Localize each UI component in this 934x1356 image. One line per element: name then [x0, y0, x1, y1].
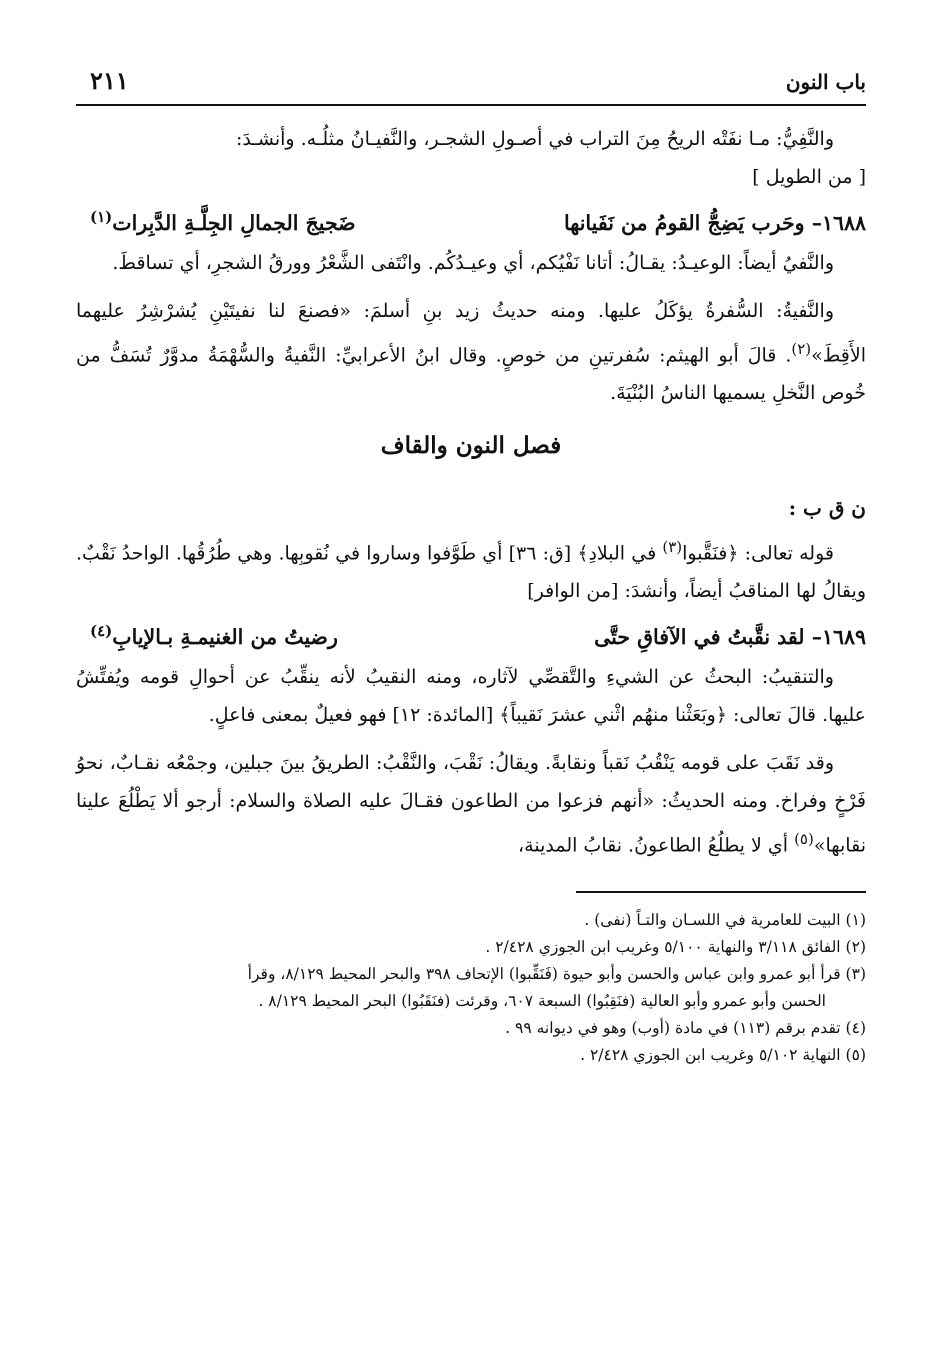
footnote-4 — [76, 1015, 866, 1042]
paragraph-nafiya — [76, 292, 866, 412]
book-page — [76, 58, 866, 1069]
footnote-ref[interactable]: (١) — [90, 208, 113, 226]
footnote-number: (٣) — [845, 964, 866, 983]
footnote-ref[interactable]: (٤) — [90, 622, 113, 641]
footnotes — [76, 907, 866, 1069]
root-heading: ن ق ب : — [788, 496, 866, 521]
paragraph-nafy-threat — [76, 244, 866, 282]
chapter-title: باب النون — [785, 70, 866, 94]
poem-1689 — [76, 610, 866, 658]
poem-first-hemistich — [564, 202, 866, 244]
paragraph-text: في البلادِ﴾ [ق: ٣٦] أي طَوَّفوا وساروا في نُقوبِها. وهي طُرُقُها. الواحدُ نَقْبٌ. ويقالُ لها المناقبُ أيضاً، وأنشدَ: [من الوافر] — [76, 542, 866, 603]
footnote-5 — [76, 1042, 866, 1069]
meter-text: [ من الطويل ] — [752, 166, 866, 188]
paragraph-text: وقد نَقَبَ على قومه يَنْقُبُ نَقباً ونقابةً. ويقالُ: نَقْبَ، والنَّقْبُ: الطريقُ بينَ جبلين، وجمْعُه نقـابٌ، نحوُ فَرْخٍ وفراخ. ومنه الحديثُ: «أنهم فزعوا من الطاعون فقـالَ عليه الصلاة والسلام: أرجو ألا يَطْلُعَ علينا نقابها» — [76, 752, 866, 857]
paragraph-text: . قالَ أبو الهيثم: سُفرتينِ من خوصٍ. وقال ابنُ الأعرابيِّ: النَّفيةُ والسُّهْمَةُ مدوَّرٌ تُسَفُّ من خُوص النَّخلِ يسميها الناسُ البُنْيَةَ. — [76, 344, 866, 405]
paragraph-tanqib — [76, 658, 866, 734]
footnote-3 — [76, 961, 866, 988]
footnote-text: النهاية ٥/١٠٢ وغريب ابن الجوزي ٢/٤٢٨ . — [580, 1045, 841, 1064]
footnote-ref[interactable]: (٢) — [791, 339, 812, 358]
footnote-number: (٤) — [845, 1018, 866, 1037]
footnote-number: (٥) — [845, 1045, 866, 1064]
footnote-2 — [76, 934, 866, 961]
footnote-ref[interactable]: (٣) — [662, 538, 683, 557]
poem-first-hemistich — [594, 616, 866, 658]
footnote-text: الحسن وأبو عمرو وأبو العالية (فنَقِبُوا) السبعة ٦٠٧، وقرئت (فنَقَبُوا) البحر المحيط ٨/١٢٩ . — [258, 991, 826, 1010]
footnote-text: البيت للعامرية في اللسـان والتـاً (نفى) . — [584, 910, 841, 929]
poem-number: ١٦٨٨– — [804, 210, 866, 235]
hemistich-text: ضَجيجَ الجمالِ الجِلَّـةِ الدَّبِرات — [112, 210, 356, 235]
footnote-number: (٢) — [845, 937, 866, 956]
poem-second-hemistich — [90, 610, 338, 658]
footnote-3-continued — [76, 988, 866, 1015]
footnote-text: الفائق ٣/١١٨ والنهاية ٥/١٠٠ وغريب ابن الجوزي ٢/٤٢٨ . — [485, 937, 841, 956]
footnote-separator — [576, 891, 866, 893]
hemistich-text: وحَرب يَضِجُّ القومُ من نَفَيانها — [564, 210, 805, 235]
poem-second-hemistich — [90, 196, 356, 244]
footnote-text: تقدم برقم (١١٣) في مادة (أوب) وهو في ديوانه ٩٩ . — [505, 1018, 841, 1037]
paragraph-naqqabu — [76, 528, 866, 610]
paragraph-text: والنَّفيةُ: السُّفرةُ يؤكَلُ عليها. ومنه حديثُ زيد بنِ أسلمَ: «فصنعَ لنا نفيتَيْنِ يُشرْشِرُ عليهما الأَقِطَ» — [76, 299, 866, 367]
paragraph-text: والنَّفِيُّ: مـا نفَتْه الريحُ مِنَ التراب في أصـولِ الشجـر، والنَّفيـانُ مثلُـه. وأنشـدَ: — [235, 128, 834, 150]
paragraph-nafy — [76, 120, 866, 158]
footnote-text: قرأ أبو عمرو وابن عباس والحسن وأبو حيوة (فَنَقِّبوا) الإتحاف ٣٩٨ والبحر المحيط ٨/١٢٩، وقرأ — [247, 964, 841, 983]
footnote-number: (١) — [845, 910, 866, 929]
hemistich-text: لقد نقَّبتُ في الآفاقِ حتَّى — [594, 625, 805, 650]
footnote-ref[interactable]: (٥) — [794, 830, 814, 849]
section-title: فصل النون والقاف — [380, 432, 562, 460]
meter-label — [76, 158, 866, 196]
hemistich-text: رضيتُ من الغنيمـةِ بـالإيابِ — [112, 625, 338, 650]
paragraph-text: والتنقيبُ: البحثُ عن الشيءِ والتَّقصِّي لآثاره، ومنه النقيبُ لأنه ينقِّبُ عن أحوالِ قومه ويُفتِّشُ عليها. قالَ تعالى: ﴿وبَعَثْنا منهُم اثْني عشرَ نَقيباً﴾ [المائدة: ١٢] فهو فعيلٌ بمعنى فاعلٍ. — [76, 666, 866, 727]
paragraph-text: أي لا يطلُعُ الطاعونُ. نقابُ المدينة، — [518, 834, 795, 857]
poem-1688 — [76, 196, 866, 244]
footnote-1 — [76, 907, 866, 934]
paragraph-text: قوله تعالى: ﴿فنَقَّبوا — [682, 542, 834, 565]
page-number: ٢١١ — [90, 66, 129, 95]
paragraph-naqaba — [76, 744, 866, 864]
poem-number: ١٦٨٩– — [804, 625, 866, 650]
paragraph-text: والنَّفيُ أيضاً: الوعيـدُ: يقـالُ: أتانا نَفْيُكم، أي وعيـدُكُم. وانْتَفى الشَّعْرُ وورقُ الشجرِ، أي تساقطَ. — [112, 251, 834, 274]
page-body — [76, 120, 866, 865]
page-header — [76, 58, 866, 106]
